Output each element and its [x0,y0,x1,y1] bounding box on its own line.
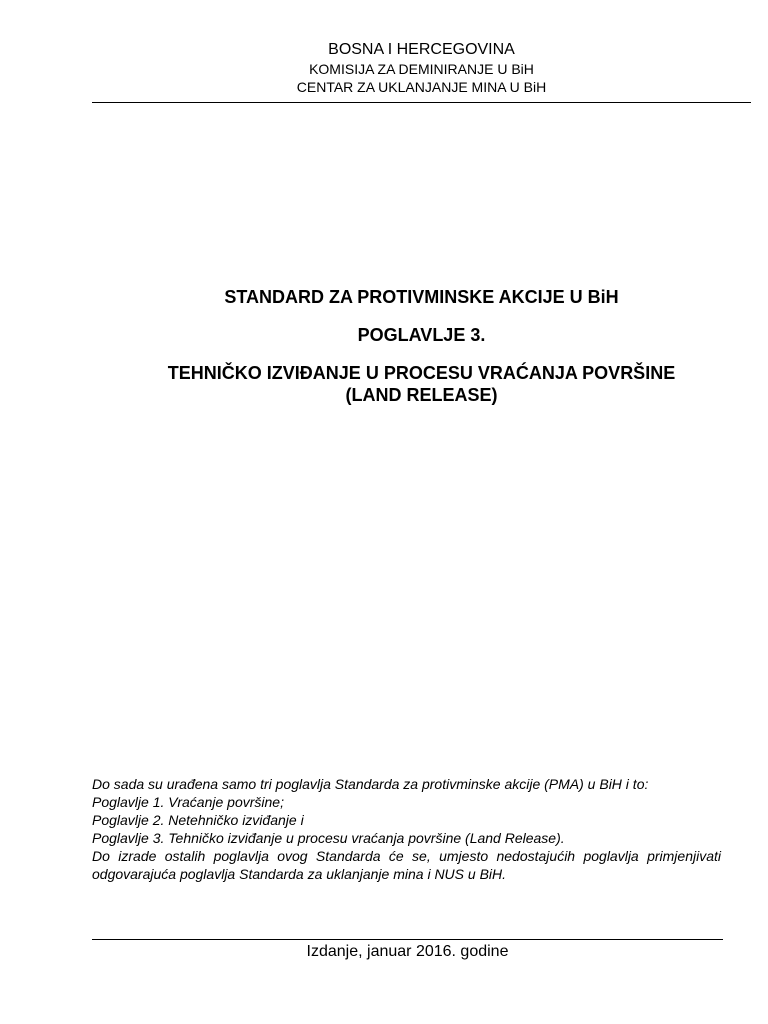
note-line: Poglavlje 1. Vraćanje površine; [92,794,284,810]
chapter-note [92,775,721,883]
title-subject [92,362,751,406]
header-country: BOSNA I HERCEGOVINA [328,41,515,58]
note-paragraph: Do izrade ostalih poglavlja ovog Standarda će se, umjesto nedostajućih poglavlja primjenjivati odgovarajuća poglavlja Standarda za uklanjanje mina i NUS u BiH. [92,848,721,882]
note-line: Do sada su urađena samo tri poglavlja Standarda za protivminske akcije (PMA) u BiH i to: [92,776,649,792]
footer-divider [92,939,723,940]
header-divider [92,102,751,103]
header-commission: KOMISIJA ZA DEMINIRANJE U BiH [309,61,534,77]
header-center: CENTAR ZA UKLANJANJE MINA U BiH [296,79,547,95]
document-header [92,40,751,96]
title-subject-line: TEHNIČKO IZVIĐANJE U PROCESU VRAĆANJA POVRŠINE [167,363,676,383]
title-standard: STANDARD ZA PROTIVMINSKE AKCIJE U BiH [224,287,619,307]
edition-footer: Izdanje, januar 2016. godine [306,943,509,960]
document-title [92,286,751,406]
note-line: Poglavlje 3. Tehničko izviđanje u procesu vraćanja površine (Land Release). [92,830,565,846]
title-chapter: POGLAVLJE 3. [357,325,486,345]
note-line: Poglavlje 2. Netehničko izviđanje i [92,812,304,828]
title-subject-subline: (LAND RELEASE) [345,385,498,405]
